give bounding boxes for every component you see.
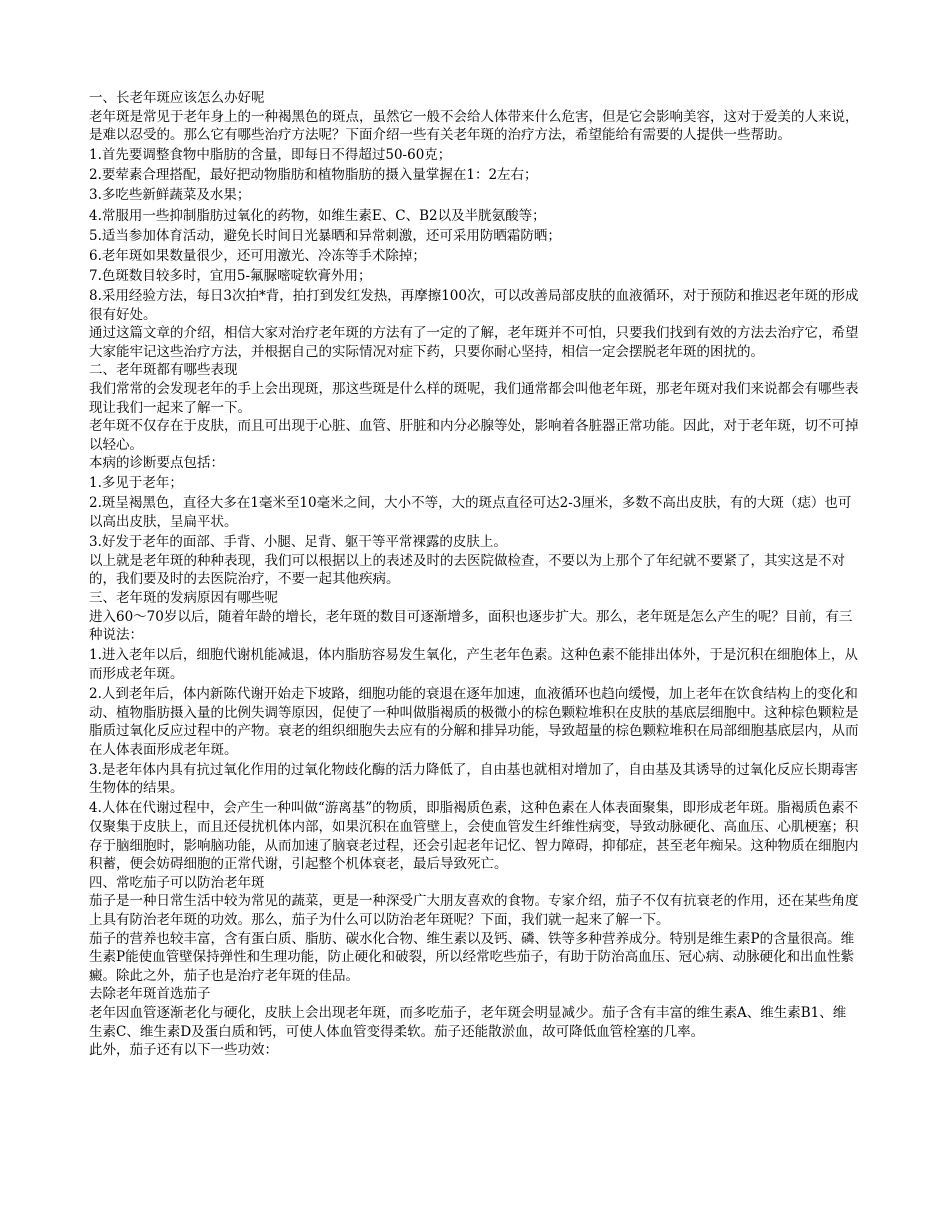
list-item: 5.适当参加体育活动，避免长时间日光暴晒和异常刺激，还可采用防晒霜防晒； xyxy=(89,227,561,244)
list-item: 7.色斑数目较多时，宜用5-氟脲嘧啶软膏外用； xyxy=(89,267,372,284)
list-item: 1.进入老年以后，细胞代谢机能减退，体内脂肪容易发生氧化，产生老年色素。这种色素不能排出体外，于是沉积在细胞体上，从而形成老年斑。 xyxy=(89,647,858,682)
paragraph: 进入60～70岁以后，随着年龄的增长，老年斑的数目可逐渐增多，面积也逐步扩大。那么，老年斑是怎么产生的呢？目前，有三种说法： xyxy=(89,608,853,644)
subheading: 去除老年斑首选茄子 xyxy=(89,986,211,1003)
list-item: 2.人到老年后，体内新陈代谢开始走下坡路，细胞功能的衰退在逐年加速，血液循环也趋向缓慢，加上老年在饮食结构上的变化和动、植物脂肪摄入量的比例失调等原因，促使了一种叫做脂褐质的极微小的棕色颗粒堆积在皮肤的基底层细胞中。这种棕色颗粒是脂质过氧化反应过程中的产物。衰老的组织细胞失去应有的分解和排异功能，导致超量的棕色颗粒堆积在局部细胞基底层内，从而在人体表面形成老年斑。 xyxy=(89,685,859,758)
section-heading-4: 四、常吃茄子可以防治老年斑 xyxy=(89,874,265,891)
list-item: 3.是老年体内具有抗过氧化作用的过氧化物歧化酶的活力降低了，自由基也就相对增加了，自由基及其诱导的过氧化反应长期毒害生物体的结果。 xyxy=(89,761,858,797)
list-item: 3.好发于老年的面部、手背、小腿、足背、躯干等平常裸露的皮肤上。 xyxy=(89,534,507,551)
list-item: 4.常服用一些抑制脂肪过氧化的药物，如维生素E、C、B2以及半胱氨酸等； xyxy=(89,207,546,224)
list-item: 2.要荤素合理搭配，最好把动物脂肪和植物脂肪的摄入量掌握在1：2左右； xyxy=(89,167,538,184)
list-item: 3.多吃些新鲜蔬菜及水果； xyxy=(89,187,251,204)
paragraph: 本病的诊断要点包括： xyxy=(89,455,224,472)
section-heading-2: 二、老年斑都有哪些表现 xyxy=(89,362,238,379)
paragraph: 通过这篇文章的介绍，相信大家对治疗老年斑的方法有了一定的了解，老年斑并不可怕，只要我们找到有效的方法去治疗它，希望大家能牢记这些治疗方法，并根据自己的实际情况对症下药，只要你耐心坚持，相信一定会摆脱老年斑的困扰的。 xyxy=(89,325,859,360)
paragraph: 老年斑是常见于老年身上的一种褐黑色的斑点，虽然它一般不会给人体带来什么危害，但是它会影响美容，这对于爱美的人来说，是难以忍受的。那么它有哪些治疗方法呢？下面介绍一些有关老年斑的治疗方法，希望能给有需要的人提供一些帮助。 xyxy=(89,108,859,144)
list-item: 4.人体在代谢过程中，会产生一种叫做“游离基”的物质，即脂褐质色素，这种色素在人体表面聚集，即形成老年斑。脂褐质色素不仅聚集于皮肤上，而且还侵扰机体内部，如果沉积在血管壁上，会使血管发生纤维性病变，导致动脉硬化、高血压、心肌梗塞；积存于脑细胞时，影响脑功能，从而加速了脑衰老过程，还会引起老年记忆、智力障碍，抑郁症，甚至老年痴呆。这种物质在细胞内积蓄，便会妨碍细胞的正常代谢，引起整个机体衰老，最后导致死亡。 xyxy=(89,800,859,873)
list-item: 6.老年斑如果数量很少，还可用激光、冷冻等手术除掉； xyxy=(89,247,426,264)
list-item: 8.采用经验方法，每日3次拍*背，拍打到发红发热，再摩擦100次，可以改善局部皮肤的血液循环，对于预防和推迟老年斑的形成很有好处。 xyxy=(89,287,859,323)
section-heading-3: 三、老年斑的发病原因有哪些呢 xyxy=(89,589,278,606)
paragraph: 茄子的营养也较丰富，含有蛋白质、脂肪、碳水化合物、维生素以及钙、磷、铁等多种营养成分。特别是维生素P的含量很高。维生素P能使血管壁保持弹性和生理功能，防止硬化和破裂，所以经常吃些茄子，有助于防治高血压、冠心病、动脉硬化和出血性紫癜。除此之外，茄子也是治疗老年斑的佳品。 xyxy=(89,930,855,984)
document-page xyxy=(89,89,859,1060)
paragraph: 以上就是老年斑的种种表现，我们可以根据以上的表述及时的去医院做检查，不要以为上那个了年纪就不要紧了，其实这是不对的，我们要及时的去医院治疗，不要一起其他疾病。 xyxy=(89,552,845,588)
list-item: 2.斑呈褐黑色，直径大多在1毫米至10毫米之间，大小不等，大的斑点直径可达2-3厘米，多数不高出皮肤，有的大斑（痣）也可以高出皮肤，呈扁平状。 xyxy=(89,495,852,531)
section-heading-1: 一、长老年斑应该怎么办好呢 xyxy=(89,90,265,106)
list-item: 1.首先要调整食物中脂肪的含量，即每日不得超过50-60克； xyxy=(89,147,452,164)
paragraph: 老年因血管逐渐老化与硬化，皮肤上会出现老年斑，而多吃茄子，老年斑会明显减少。茄子含有丰富的维生素A、维生素B1、维生素C、维生素D及蛋白质和钙，可使人体血管变得柔软。茄子还能散淤血，故可降低血管栓塞的几率。 xyxy=(89,1005,847,1040)
paragraph: 我们常常的会发现老年的手上会出现斑，那这些斑是什么样的斑呢，我们通常都会叫他老年斑，那老年斑对我们来说都会有哪些表现让我们一起来了解一下。 xyxy=(89,380,859,416)
paragraph: 茄子是一种日常生活中较为常见的蔬菜，更是一种深受广大朋友喜欢的食物。专家介绍，茄子不仅有抗衰老的作用，还在某些角度上具有防治老年斑的功效。那么，茄子为什么可以防治老年斑呢？下面，我们就一起来了解一下。 xyxy=(89,893,859,929)
paragraph: 此外，茄子还有以下一些功效： xyxy=(89,1042,278,1059)
paragraph: 老年斑不仅存在于皮肤，而且可出现于心脏、血管、肝脏和内分必腺等处，影响着各脏器正常功能。因此，对于老年斑，切不可掉以轻心。 xyxy=(89,418,859,453)
list-item: 1.多见于老年； xyxy=(89,475,183,492)
